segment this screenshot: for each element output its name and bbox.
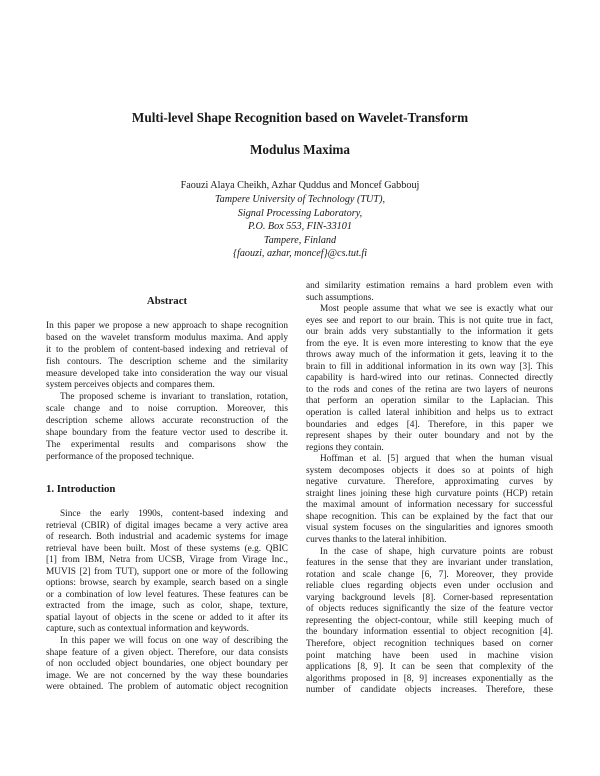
text-line: that perform an operation similar to the Laplacian. This — [306, 396, 553, 407]
text-line: MUVIS [2] from TUT), support one or more of the following — [46, 566, 288, 577]
text-line: of objects reduces significantly the size of the feature vector — [306, 604, 553, 615]
introduction-left-column — [46, 509, 288, 694]
text-line: boundaries and edges [4]. Therefore, in this paper we — [306, 419, 553, 430]
introduction-heading: 1. Introduction — [46, 483, 116, 495]
text-line: point matching have been used in machine vision — [306, 650, 553, 661]
text-line: The proposed scheme is invariant to translation, rotation, — [60, 392, 288, 403]
text-line: number of candidate objects increases. Therefore, these — [306, 685, 553, 696]
text-line: retrieval have been built. Most of these systems (e.g. QBIC — [46, 543, 288, 554]
text-line: operation is called lateral inhibition and helps us to extract — [306, 408, 553, 419]
text-line: description scheme allows accurate reconstruction of the — [46, 416, 288, 427]
affiliation-line: Tampere University of Technology (TUT), — [214, 194, 386, 205]
text-line: Most people assume that what we see is exactly what our — [320, 304, 553, 315]
text-line: visual system focuses on the singularities and ignores smooth — [306, 523, 553, 534]
text-line: fish contours. The description scheme and the similarity — [46, 356, 288, 367]
text-line: capability is hard-wired into our retinas. Connected directly — [306, 373, 553, 384]
text-line: were obtained. The problem of automatic object recognition — [46, 682, 288, 693]
text-line: the maximal amount of information necessary for successful — [306, 500, 553, 511]
affiliation-line: Signal Processing Laboratory, — [237, 207, 363, 219]
text-line: to the rods and cones of the retina are two layers of neurons — [306, 384, 553, 395]
text-line: throws away much of the information it gets, leaving it to the — [306, 350, 553, 361]
text-line: In the case of shape, high curvature points are robust — [320, 546, 553, 557]
text-line: Since the early 1990s, content-based indexing and — [60, 509, 288, 519]
text-line: spatial layout of objects in the scene or added to it after its — [46, 612, 288, 623]
text-line: shape feature of a given object. Therefore, our data consists — [46, 647, 288, 658]
text-line: options: browse, search by example, search based on a single — [46, 578, 288, 589]
text-line: represent shapes by their outer boundary and not by the — [306, 431, 553, 442]
text-line: from the eye. It is even more interesting to know that the eye — [306, 338, 553, 349]
affiliation — [0, 193, 600, 261]
text-line: The experimental results and comparisons show the — [46, 439, 288, 450]
paper-title-line-2: Modulus Maxima — [249, 142, 350, 157]
authors: Faouzi Alaya Cheikh, Azhar Quddus and Moncef Gabbouj — [180, 180, 420, 191]
text-line: capture, such as contextual information and keywords. — [46, 624, 249, 635]
introduction-right-column — [306, 281, 553, 697]
abstract-heading: Abstract — [146, 295, 188, 307]
text-line: In this paper we will focus on one way of describing the — [60, 636, 288, 647]
text-line: varying background levels [8]. Corner-based representation — [306, 592, 553, 603]
text-line: such assumptions. — [306, 292, 374, 303]
paper-title-line-1: Multi-level Shape Recognition based on Wavelet-Transform — [131, 110, 469, 125]
affiliation-line: P.O. Box 553, FIN-33101 — [248, 221, 352, 233]
text-line: brain to fill in additional information in its own way [3]. This — [306, 361, 553, 372]
affiliation-email: {faouzi, azhar, moncef}@cs.tut.fi — [232, 248, 368, 260]
affiliation-line: Tampere, Finland — [263, 234, 337, 246]
text-line: regions they contain. — [306, 442, 384, 453]
text-line: [1] from IBM, Netra from UCSB, Virage from Virage Inc., — [46, 555, 288, 566]
text-line: shape recognition. This can be explained by the fact that our — [306, 511, 553, 522]
text-line: negative curvature. Therefore, approximating curves by — [306, 477, 553, 488]
text-line: system decomposes objects it does so at points of high — [306, 465, 553, 476]
text-line: eyes see and report to our brain. This is not quite true in fact, — [306, 315, 553, 326]
text-line: or a combination of low level features. These features can be — [46, 589, 288, 600]
text-line: rotation and scale change [6, 7]. Moreover, they provide — [306, 569, 553, 580]
text-line: In this paper we propose a new approach to shape recognition — [46, 321, 288, 331]
text-line: retrieval (CBIR) of digital images became a very active area — [46, 520, 288, 531]
text-line: straight lines joining these high curvature points (HCP) retain — [306, 488, 553, 499]
text-line: reliable clues regarding objects even under occlusion and — [306, 581, 553, 592]
text-line: extracted from the image, such as color, shape, texture, — [46, 601, 288, 612]
text-line: measure developed take into consideration the way our visual — [46, 368, 288, 379]
text-line: of research. Both industrial and academic systems for image — [46, 532, 288, 543]
text-line: features in the sense that they are invariant under translation, — [306, 558, 553, 569]
text-line: it to the problem of content-based indexing and retrieval of — [46, 344, 288, 355]
text-line: applications [8, 9]. It can be seen that complexity of the — [306, 662, 553, 673]
abstract-body — [46, 321, 288, 464]
text-line: system perceives objects and compares them. — [46, 380, 215, 391]
text-line: scale change and to noise corruption. Moreover, this — [46, 404, 288, 415]
text-line: representing the object-contour, while still keeping much of — [306, 615, 553, 626]
text-line: shape boundary from the feature vector used to describe it. — [46, 428, 288, 439]
text-line: and similarity estimation remains a hard problem even with — [306, 281, 553, 291]
text-line: performance of the proposed technique. — [46, 451, 194, 462]
text-line: image. We are not concerned by the way these boundaries — [46, 670, 288, 681]
text-line: the boundary information essential to object recognition [4]. — [306, 627, 553, 638]
text-line: algorithms proposed in [8, 9] increases exponentially as the — [306, 673, 553, 684]
text-line: curves thanks to the lateral inhibition. — [306, 535, 447, 546]
text-line: Therefore, object recognition techniques based on corner — [306, 638, 553, 649]
text-line: based on the wavelet transform modulus maxima. And apply — [46, 332, 288, 343]
text-line: our brain adds very substantially to the information it gets — [306, 327, 553, 338]
text-line: Hoffman et al. [5] argued that when the human visual — [320, 454, 553, 465]
text-line: of non occluded object boundaries, one object boundary per — [46, 659, 288, 670]
